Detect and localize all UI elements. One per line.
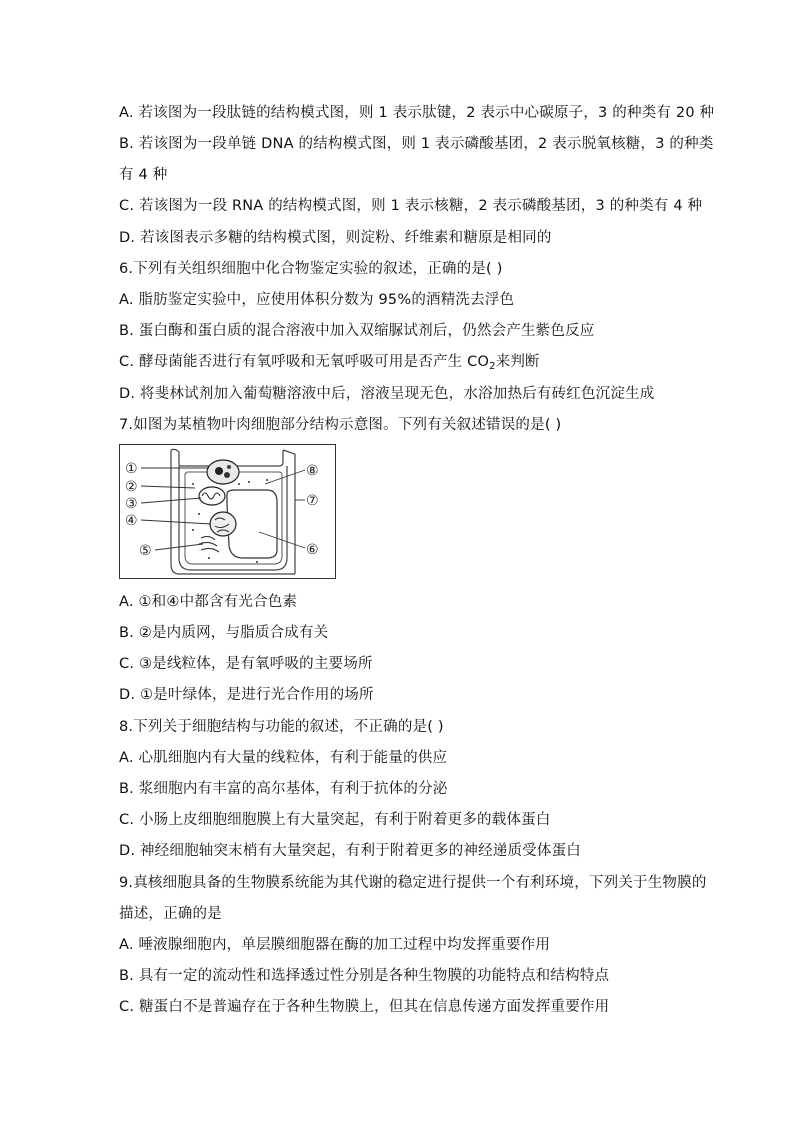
line-3: C. 若该图为一段 RNA 的结构模式图，则 1 表示核糖，2 表示磷酸基团，3 的种类有 4 种 — [119, 198, 703, 214]
figure-label-4: ④ — [125, 513, 138, 529]
figure-label-8: ⑧ — [306, 463, 319, 479]
line-6: A. 脂肪鉴定实验中，应使用体积分数为 95%的酒精洗去浮色 — [119, 292, 515, 308]
line-8-post: 来判断 — [495, 354, 540, 370]
line-22: A. 唾液腺细胞内，单层膜细胞器在酶的加工过程中均发挥重要作用 — [119, 937, 551, 953]
line-12: B. ②是内质网，与脂质合成有关 — [119, 625, 329, 641]
question-7: 7.如图为某植物叶肉细胞部分结构示意图。下列有关叙述错误的是( ) — [119, 417, 562, 433]
plant-cell-diagram — [119, 444, 336, 579]
line-11: A. ①和④中都含有光合色素 — [119, 594, 298, 610]
line-16: A. 心肌细胞内有大量的线粒体，有利于能量的供应 — [119, 750, 448, 766]
figure-label-3: ③ — [125, 496, 138, 512]
line-1: B. 若该图为一段单链 DNA 的结构模式图，则 1 表示磷酸基团，2 表示脱氧核糖，3 的种类 — [119, 136, 714, 152]
line-9: D. 将斐林试剂加入葡萄糖溶液中后，溶液呈现无色，水浴加热后有砖红色沉淀生成 — [119, 386, 655, 402]
line-8-sub: 2 — [489, 361, 496, 372]
line-7: B. 蛋白酶和蛋白质的混合溶液中加入双缩脲试剂后，仍然会产生紫色反应 — [119, 323, 595, 339]
plant-cell-figure — [119, 444, 336, 579]
figure-label-5: ⑤ — [139, 543, 152, 559]
line-23: B. 具有一定的流动性和选择透过性分别是各种生物膜的功能特点和结构特点 — [119, 968, 610, 984]
line-17: B. 浆细胞内有丰富的高尔基体，有利于抗体的分泌 — [119, 781, 448, 797]
line-19: D. 神经细胞轴突末梢有大量突起，有利于附着更多的神经递质受体蛋白 — [119, 843, 581, 859]
line-24: C. 糖蛋白不是普遍存在于各种生物膜上，但其在信息传递方面发挥重要作用 — [119, 999, 610, 1015]
figure-label-6: ⑥ — [306, 542, 319, 558]
question-6: 6.下列有关组织细胞中化合物鉴定实验的叙述，正确的是( ) — [119, 261, 503, 277]
figure-label-7: ⑦ — [306, 493, 319, 509]
line-8-pre: C. 酵母菌能否进行有氧呼吸和无氧呼吸可用是否产生 CO — [119, 354, 490, 370]
question-8: 8.下列关于细胞结构与功能的叙述，不正确的是( ) — [119, 719, 444, 735]
line-8 — [119, 353, 540, 376]
line-13: C. ③是线粒体，是有氧呼吸的主要场所 — [119, 656, 373, 672]
figure-label-1: ① — [125, 461, 138, 477]
line-0: A. 若该图为一段肽链的结构模式图，则 1 表示肽键，2 表示中心碳原子，3 的种类有 20 种 — [119, 105, 715, 121]
line-21: 描述，正确的是 — [119, 906, 222, 922]
figure-label-2: ② — [125, 479, 138, 495]
line-14: D. ①是叶绿体，是进行光合作用的场所 — [119, 687, 374, 703]
line-4: D. 若该图表示多糖的结构模式图，则淀粉、纤维素和糖原是相同的 — [119, 230, 552, 246]
question-9: 9.真核细胞具备的生物膜系统能为其代谢的稳定进行提供一个有利环境，下列关于生物膜的 — [119, 875, 707, 891]
line-2: 有 4 种 — [119, 167, 168, 183]
line-18: C. 小肠上皮细胞细胞膜上有大量突起，有利于附着更多的载体蛋白 — [119, 812, 551, 828]
